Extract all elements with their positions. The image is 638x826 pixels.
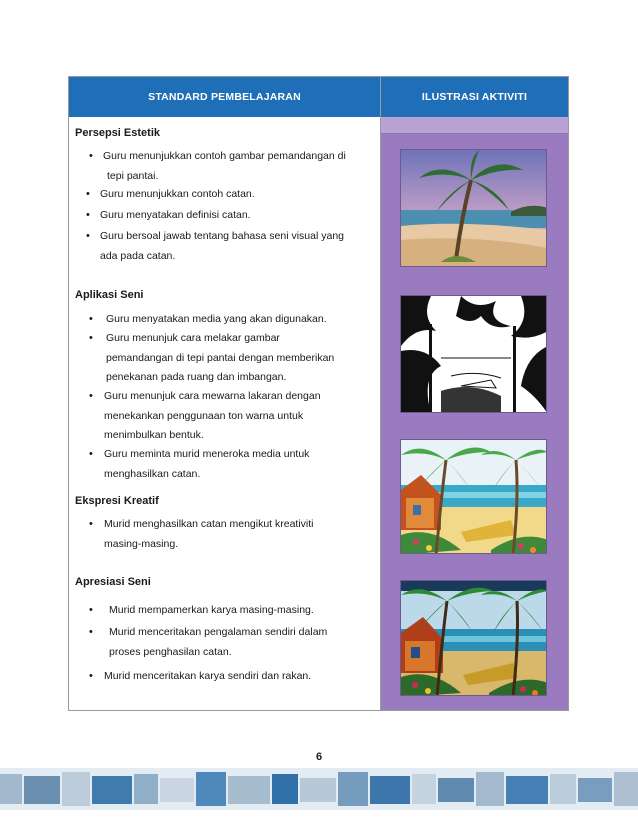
beach-palm-painting-image	[400, 149, 547, 267]
list-item: • Guru bersoal jawab tentang bahasa seni visual yang ada pada catan.	[86, 230, 344, 262]
list-item: • Guru menyatakan media yang akan digunakan.	[89, 313, 327, 325]
list-item: • Murid menceritakan pengalaman sendiri dalam proses penghasilan catan.	[89, 626, 328, 658]
header-left-label: STANDARD PEMBELAJARAN	[148, 91, 301, 103]
list-item: • Guru menunjukkan contoh catan.	[86, 188, 255, 200]
lesson-table	[68, 76, 569, 711]
beach-final-painting-image	[400, 580, 547, 696]
header-ilustrasi-aktiviti	[381, 77, 568, 117]
list-item: • Guru menunjukkan contoh gambar pemandangan di tepi pantai.	[89, 150, 346, 182]
list-item: • Murid menghasilkan catan mengikut kreativiti masing-masing.	[89, 518, 314, 550]
list-item: • Guru meminta murid meneroka media untuk menghasilkan catan.	[89, 448, 310, 480]
section-title-persepsi-estetik: Persepsi Estetik	[75, 127, 160, 139]
decorative-footer-band	[0, 768, 638, 810]
illustration-band	[381, 117, 568, 134]
illustration-column	[381, 117, 568, 710]
section-title-ekspresi-kreatif: Ekspresi Kreatif	[75, 495, 159, 507]
list-item: • Murid menceritakan karya sendiri dan rakan.	[89, 670, 312, 682]
section-title-aplikasi-seni: Aplikasi Seni	[75, 289, 144, 301]
beach-colored-painting-image	[400, 439, 547, 554]
header-standard-pembelajaran	[69, 77, 381, 117]
list-item: • Guru menyatakan definisi catan.	[86, 209, 251, 221]
beach-sketch-bw-image	[400, 295, 547, 413]
list-item: • Murid mempamerkan karya masing-masing.	[89, 604, 314, 616]
list-item: • Guru menunjuk cara mewarna lakaran dengan menekankan penggunaan ton warna untuk menimbulkan bentuk.	[89, 390, 321, 441]
section-title-apresiasi-seni: Apresiasi Seni	[75, 576, 151, 588]
list-item: • Guru menunjuk cara melakar gambar pemandangan di tepi pantai dengan memberikan penekanan pada ruang dan imbangan.	[89, 332, 335, 383]
standard-column	[69, 117, 381, 710]
header-right-label: ILUSTRASI AKTIVITI	[421, 91, 528, 103]
page-number: 6	[315, 751, 323, 763]
